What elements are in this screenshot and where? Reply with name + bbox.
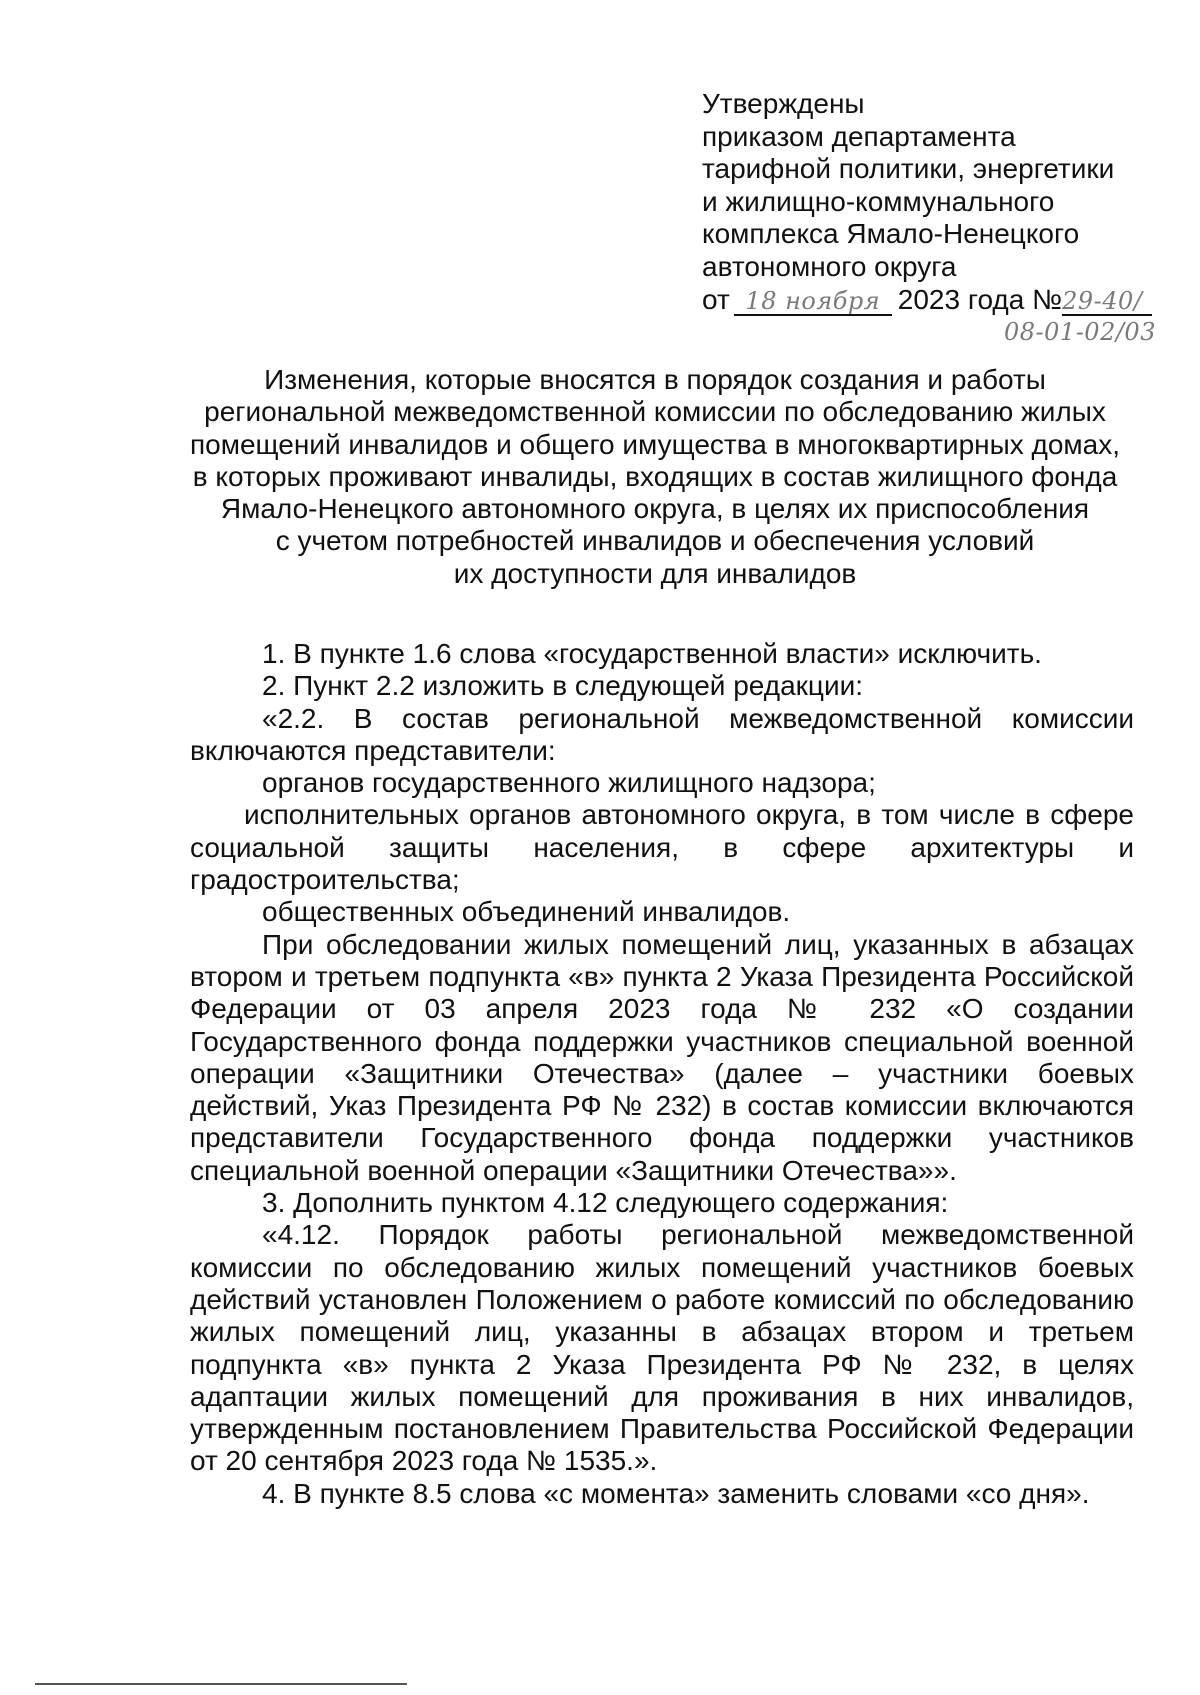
- handwritten-date: 18 ноября: [745, 286, 881, 315]
- document-title: [175, 364, 1135, 590]
- paragraph-item-2: 2. Пункт 2.2 изложить в следующей редакции:: [262, 670, 864, 702]
- approval-line: и жилищно-коммунального: [702, 185, 1055, 217]
- year-text: 2023 года №: [897, 283, 1063, 315]
- title-line: Изменения, которые вносятся в порядок создания и работы: [264, 364, 1046, 395]
- approval-line: Утверждены: [702, 88, 865, 119]
- title-line: Ямало-Ненецкого автономного округа, в целях их приспособления: [220, 493, 1090, 525]
- approval-stamp: [702, 88, 1172, 346]
- title-line: в которых проживают инвалиды, входящих в состав жилищного фонда: [192, 460, 1118, 492]
- footnote-divider: [35, 1683, 407, 1685]
- approval-line: автономного округа: [702, 250, 957, 282]
- paragraph-list-entry: исполнительных органов автономного округа, в том числе в сфере социальной защиты населения, в сфере архитектуры и градостроительства;: [190, 799, 1134, 896]
- title-line: региональной межведомственной комиссии по обследованию жилых: [204, 396, 1106, 428]
- paragraph-list-entry: органов государственного жилищного надзора;: [262, 767, 876, 799]
- paragraph-quote-4-12: «4.12. Порядок работы региональной межведомственной комиссии по обследованию жилых помещений участников боевых действий установлен Положением о работе комиссий по обследованию жилых помещений лиц, указанны в абзацах втором и третьем подпункта «в» пункта 2 Указа Президента РФ № 232, в целях адаптации жилых помещений для проживания в них инвалидов, утвержденным постановлением Правительства Российской Федерации от 20 сентября 2023 года № 1535.».: [190, 1219, 1134, 1477]
- paragraph-item-1: 1. В пункте 1.6 слова «государственной власти» исключить.: [262, 638, 1042, 669]
- approval-line: комплекса Ямало-Ненецкого: [702, 218, 1080, 250]
- order-number-field: [1062, 287, 1152, 316]
- title-line: их доступности для инвалидов: [453, 557, 857, 589]
- paragraph-text: При обследовании жилых помещений лиц, указанных в абзацах втором и третьем подпункта «в» пункта 2 Указа Президента Российской Федерации от 03 апреля 2023 года № 232 «О создании Государственного фонда поддержки участников специальной военной операции «Защитники Отечества» (далее – участники боевых действий, Указ Президента РФ № 232) в состав комиссии включаются представители Государственного фонда поддержки участников специальной военной операции «Защитники Отечества»».: [190, 928, 1134, 1186]
- title-line: с учетом потребностей инвалидов и обеспечения условий: [275, 525, 1035, 557]
- handwritten-order-number-line2: 08-01-02/03: [1004, 317, 1156, 346]
- paragraph-item-3: 3. Дополнить пунктом 4.12 следующего содержания:: [262, 1187, 949, 1219]
- document-body: [190, 638, 1134, 1510]
- approval-line: тарифной политики, энергетики: [702, 153, 1115, 185]
- approval-line: приказом департамента: [702, 120, 1016, 152]
- paragraph-list-entry: общественных объединений инвалидов.: [262, 896, 791, 928]
- title-line: помещений инвалидов и общего имущества в многоквартирных домах,: [189, 428, 1121, 460]
- date-field: [734, 287, 892, 316]
- approval-date-line: [702, 283, 1172, 346]
- paragraph-quote-2-2: «2.2. В состав региональной межведомственной комиссии включаются представители:: [190, 702, 1134, 766]
- date-prefix: от: [702, 283, 730, 315]
- handwritten-order-number: 29-40/: [1062, 286, 1143, 315]
- paragraph-item-4: 4. В пункте 8.5 слова «с момента» заменить словами «со дня».: [262, 1477, 1090, 1509]
